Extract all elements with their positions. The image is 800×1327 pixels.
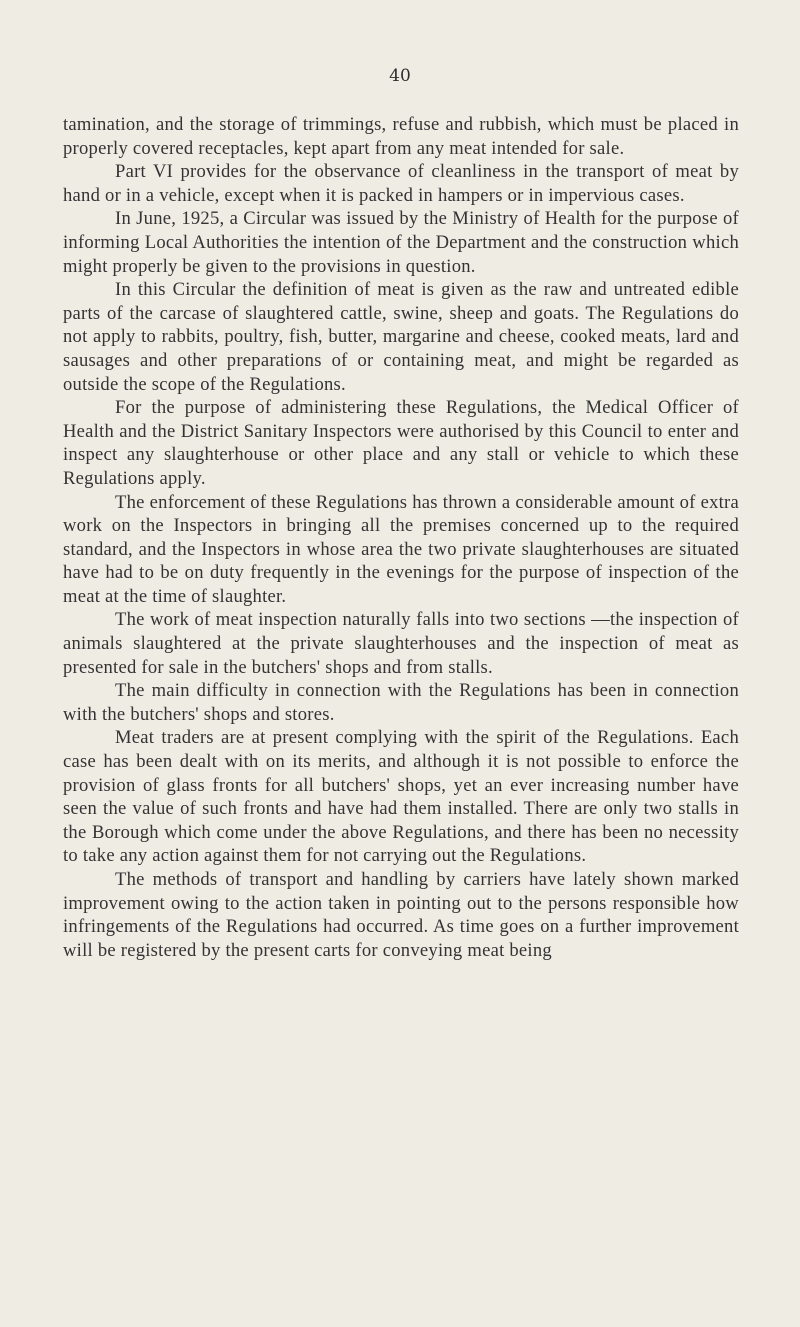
paragraph-9: Meat traders are at present complying with the spirit of the Regulations. Each case has been dealt with on its merits, and although it is not possible to enforce the provision of glass fronts for all butchers' shops, yet an ever increasing number have seen the value of such fronts and have had them installed. There are only two stalls in the Borough which come under the above Regulations, and there has been no necessity to take any action against them for not carrying out the Regulations.: [63, 727, 739, 867]
body-text: [63, 113, 739, 962]
paragraph-7: The work of meat inspection naturally falls into two sections —the inspection of animals slaughtered at the private slaughterhouses and the inspection of meat as presented for sale in the butchers' shops and from stalls.: [63, 609, 739, 678]
paragraph-4: In this Circular the definition of meat is given as the raw and untreated edible parts of the carcase of slaughtered cattle, swine, sheep and goats. The Regulations do not apply to rabbits, poultry, fish, butter, margarine and cheese, cooked meats, lard and sausages and other preparations of or containing meat, and might be regarded as outside the scope of the Regulations.: [63, 279, 739, 395]
paragraph-1: tamination, and the storage of trimmings, refuse and rubbish, which must be placed in properly covered receptacles, kept apart from any meat intended for sale.: [63, 114, 739, 159]
page-number: 40: [389, 66, 411, 86]
paragraph-6: The enforcement of these Regulations has thrown a considerable amount of extra work on the Inspectors in bringing all the premises concerned up to the required standard, and the Inspectors in whose area the two private slaughterhouses are situated have had to be on duty frequently in the evenings for the purpose of inspection of the meat at the time of slaughter.: [63, 491, 739, 607]
paragraph-10: The methods of transport and handling by carriers have lately shown marked improvement owing to the action taken in pointing out to the persons responsible how infringements of the Regulations had occurred. As time goes on a further improvement will be registered by the present carts for conveying meat being: [63, 869, 739, 961]
paragraph-8: The main difficulty in connection with the Regulations has been in connection with the butchers' shops and stores.: [63, 680, 739, 725]
paragraph-3: In June, 1925, a Circular was issued by the Ministry of Health for the purpose of informing Local Authorities the intention of the Department and the construction which might properly be given to the provisions in question.: [63, 208, 739, 277]
paragraph-5: For the purpose of administering these Regulations, the Medical Officer of Health and the District Sanitary Inspectors were authorised by this Council to enter and inspect any slaughterhouse or other place and any stall or vehicle to which these Regulations apply.: [63, 397, 739, 489]
paragraph-2: Part VI provides for the observance of cleanliness in the transport of meat by hand or in a vehicle, except when it is packed in hampers or in impervious cases.: [63, 161, 739, 206]
